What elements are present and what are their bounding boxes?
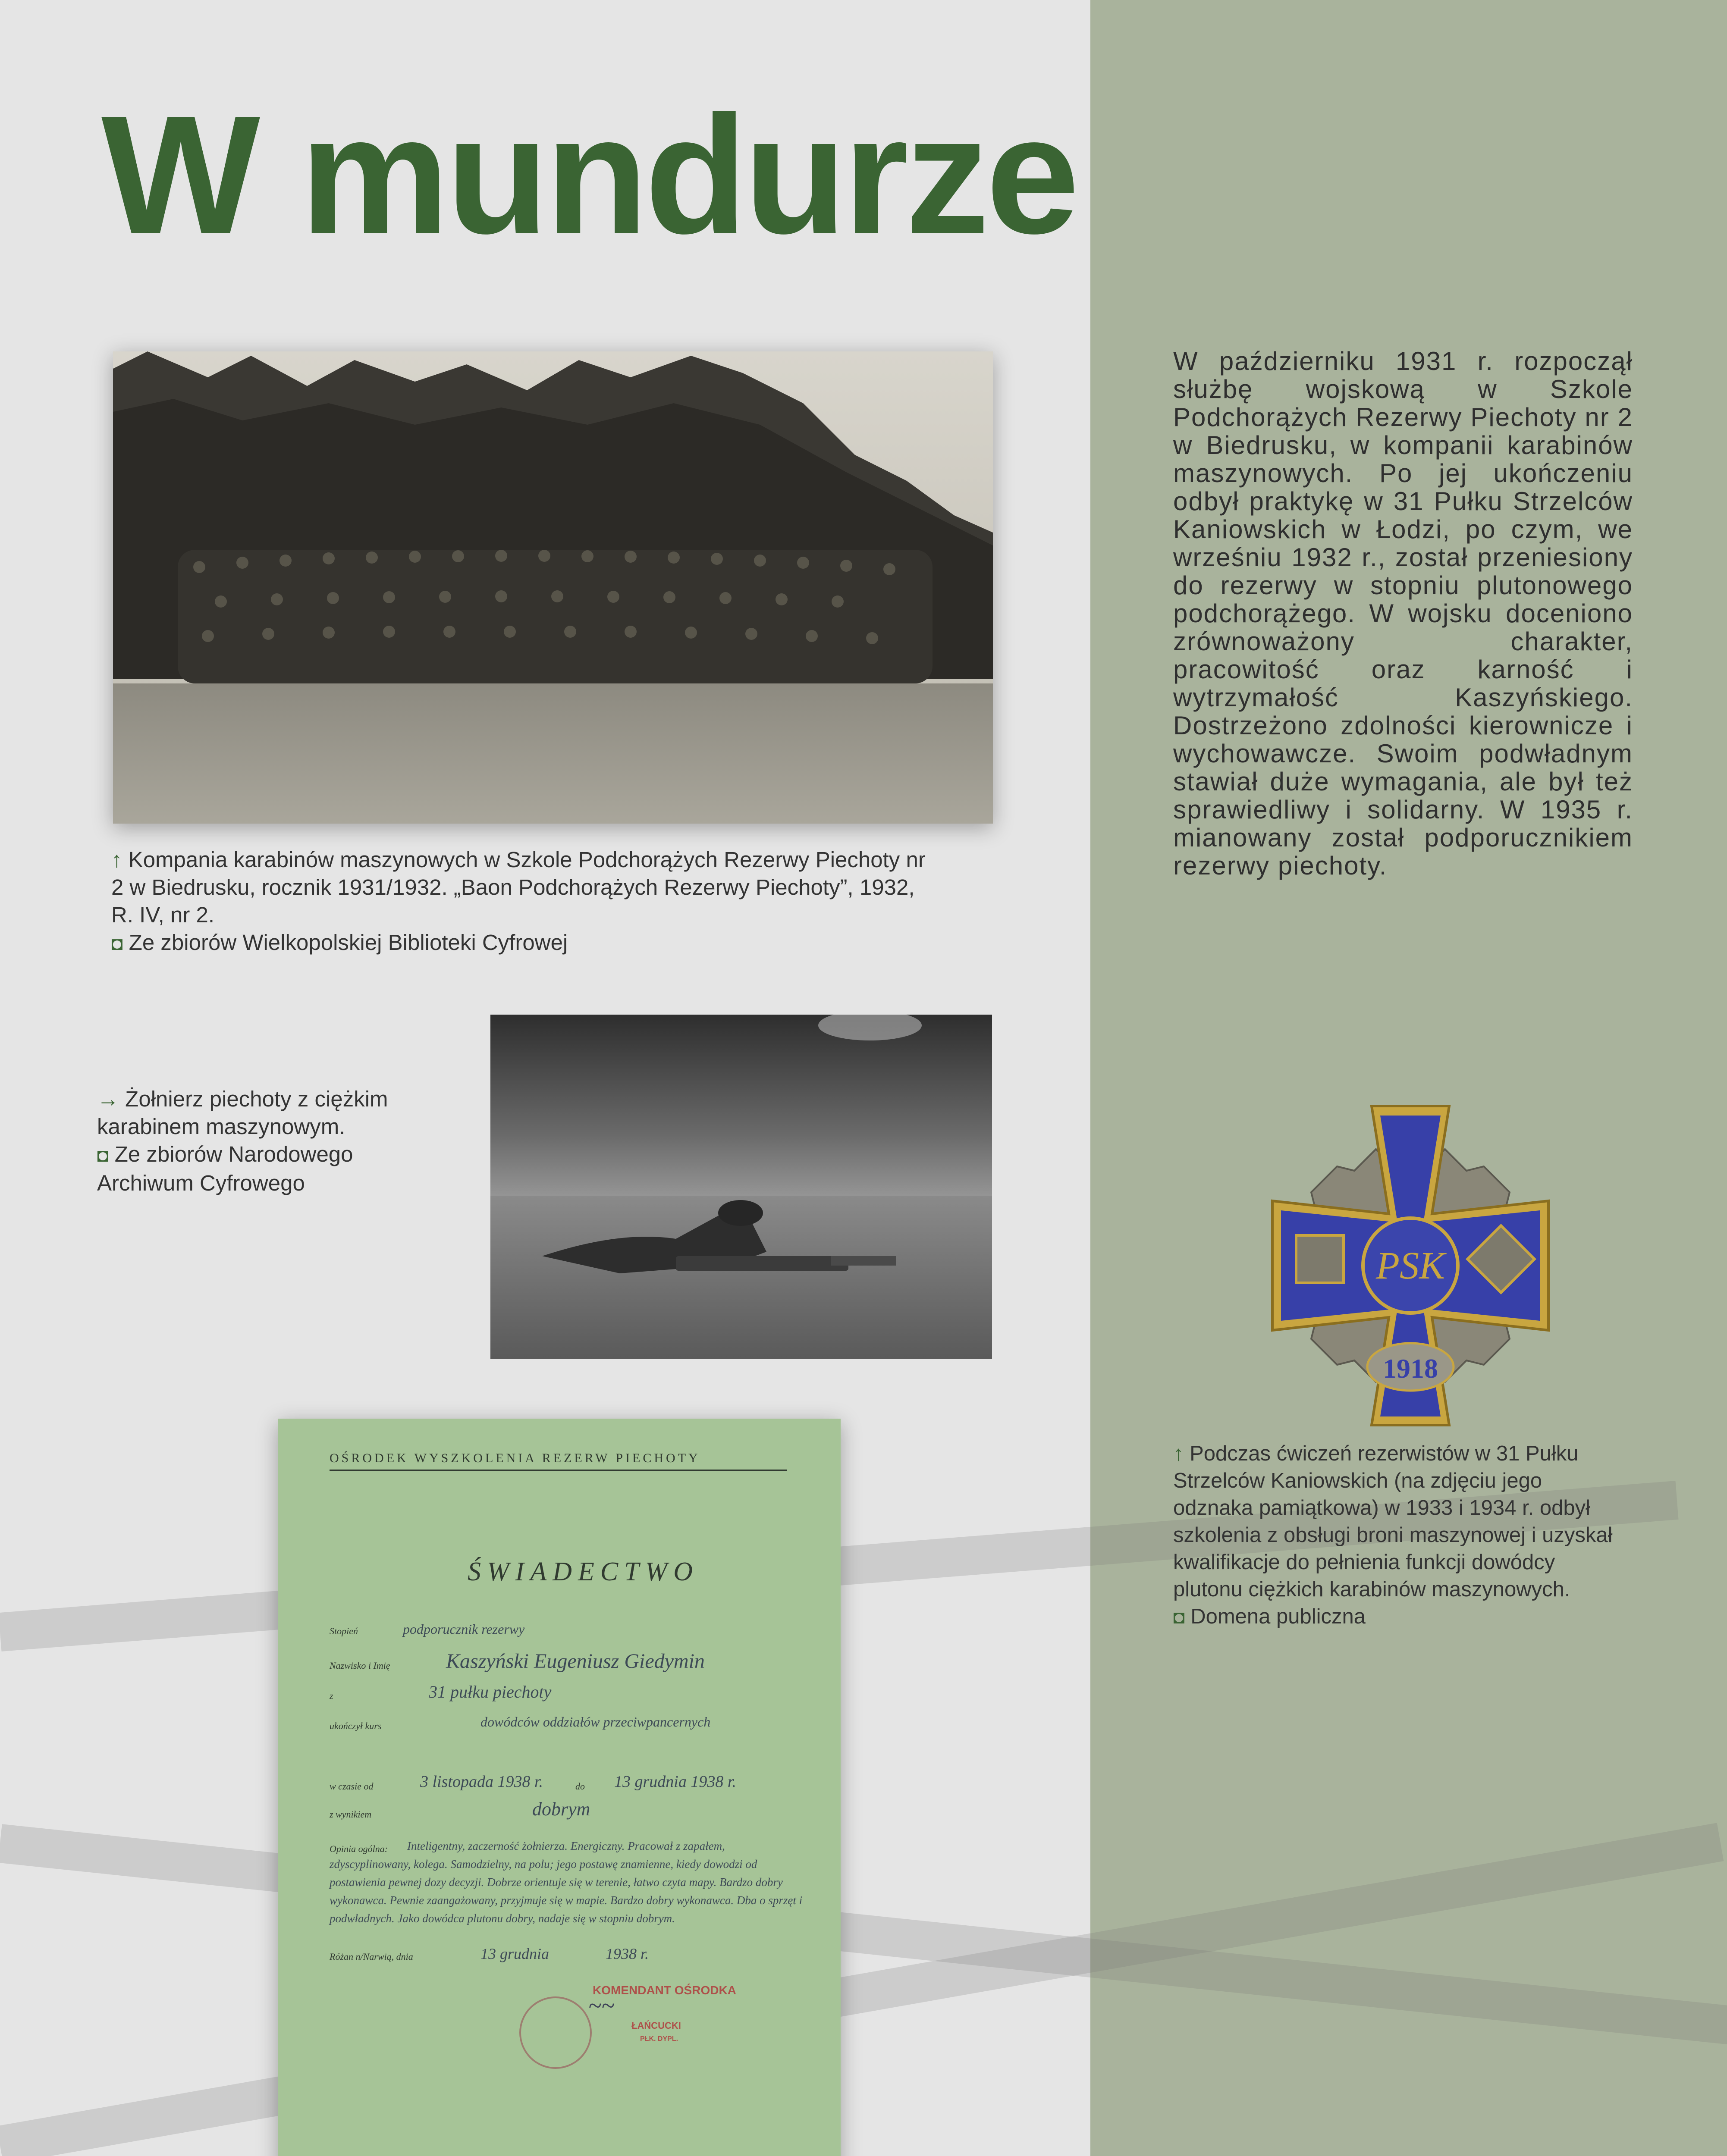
badge-year: 1918	[1383, 1353, 1438, 1384]
badge-caption: ↑ Podczas ćwiczeń rezerwistów w 31 Pułku Strzelców Kaniowskich (na zdjęciu jego odznaka pamiątkowa) w 1933 i 1934 r. odbył szkolenia z obsługi broni maszynowej i uzyskał kwalifikacje do pełnienia funkcji dowódcy plutonu ciężkich karabinów maszynowych. ◘ Domena publiczna	[1173, 1442, 1613, 1628]
doc-label-result: z wynikiem	[330, 1809, 372, 1820]
camera-icon: ◘	[1173, 1607, 1185, 1628]
doc-value-year: 1938 r.	[606, 1945, 649, 1962]
doc-label-course: ukończył kurs	[330, 1720, 382, 1731]
group-photo	[113, 351, 993, 824]
badge-letters: PSK	[1375, 1244, 1445, 1287]
doc-value-rank: podporucznik rezerwy	[403, 1621, 525, 1637]
doc-label-period: w czasie od	[330, 1781, 374, 1792]
doc-label-rank: Stopień	[330, 1626, 358, 1636]
doc-label-name: Nazwisko i Imię	[330, 1660, 390, 1671]
camera-icon: ◘	[97, 1145, 109, 1166]
doc-header-rule	[330, 1470, 787, 1471]
doc-value-result: dobrym	[532, 1799, 590, 1820]
doc-value-period-to: 13 grudnia 1938 r.	[614, 1773, 736, 1791]
doc-stamp-text: KOMENDANT OŚRODKA	[593, 1984, 736, 1997]
doc-value-opinion: Inteligentny, zaczerność żołnierza. Energiczny. Pracował z zapałem, zdyscyplinowany, kolega. Samodzielny, na polu; jego postawę znamienne, kiedy dowodzi od postawienia pewnej dozy decyzji. Dobrze orientuje się w terenie, łatwo czyta mapy. Bardzo dobry wykonawca. Pewnie zaangażowany, przyjmuje się w mapie. Bardzo dobry wykonawca. Dba o sprzęt i podwładnych. Jako dowódca plutonu dobry, nadaje się w stopniu dobrym.	[330, 1839, 803, 1925]
doc-value-period-from: 3 listopada 1938 r.	[420, 1773, 543, 1791]
photo1-caption: ↑ Kompania karabinów maszynowych w Szkole Podchorążych Rezerwy Piechoty nr 2 w Biedrusku, rocznik 1931/1932. „Baon Podchorążych Rezerwy Piechoty”, 1932, R. IV, nr 2. ◘ Ze zbiorów Wielkopolskiej Biblioteki Cyfrowej	[111, 847, 926, 955]
soldier-photo	[490, 1015, 992, 1359]
doc-label-opinion: Opinia ogólna:	[330, 1843, 388, 1854]
doc-stamp-rank: PŁK. DYPL.	[640, 2035, 678, 2043]
certificate-document	[278, 1419, 841, 2156]
arrow-right-icon: →	[97, 1087, 119, 1111]
page-title: W mundurze	[101, 81, 1076, 269]
doc-stamp-name: ŁAŃCUCKI	[631, 2020, 681, 2031]
doc-header: OŚRODEK WYSZKOLENIA REZERW PIECHOTY	[330, 1451, 700, 1465]
doc-label-to: do	[575, 1781, 585, 1792]
right-panel	[1090, 0, 1727, 2156]
arrow-up-icon: ↑	[111, 847, 122, 872]
photo2-caption: → Żołnierz piechoty z ciężkim karabinem maszynowym. ◘ Ze zbiorów Narodowego Archiwum Cyfrowego	[97, 1087, 388, 1195]
doc-value-course: dowódców oddziałów przeciwpancernych	[480, 1714, 711, 1730]
badge-image	[1242, 1097, 1579, 1434]
biography-text: W październiku 1931 r. rozpoczął służbę wojskową w Szkole Podchorążych Rezerwy Piechoty nr 2 w Biedrusku, w kompanii karabinów maszynowych. Po jej ukończeniu odbył praktykę w 31 Pułku Strzelców Kaniowskich w Łodzi, po czym, we wrześniu 1932 r., został przeniesiony do rezerwy w stopniu plutonowego podchorążego. W wojsku doceniono zrównoważony charakter, pracowitość oraz karność i wytrzymałość Kaszyńskiego. Dostrzeżono zdolności kierownicze i wychowawcze. Swoim podwładnym stawiał duże wymagania, ale był też sprawiedliwy i solidarny. W 1935 r. mianowany został podporucznikiem rezerwy piechoty.	[1173, 347, 1633, 880]
doc-value-date: 13 grudnia	[480, 1945, 550, 1962]
doc-value-name: Kaszyński Eugeniusz Giedymin	[446, 1650, 705, 1673]
doc-value-from: 31 pułku piechoty	[429, 1682, 552, 1702]
doc-label-place: Różan n/Narwią, dnia	[330, 1951, 413, 1962]
doc-round-stamp	[519, 1996, 592, 2069]
arrow-up-icon: ↑	[1173, 1442, 1184, 1465]
doc-label-from: z	[330, 1690, 333, 1701]
doc-heading: ŚWIADECTWO	[468, 1557, 699, 1586]
camera-icon: ◘	[111, 933, 123, 954]
doc-signature: ~~	[588, 1993, 615, 2019]
